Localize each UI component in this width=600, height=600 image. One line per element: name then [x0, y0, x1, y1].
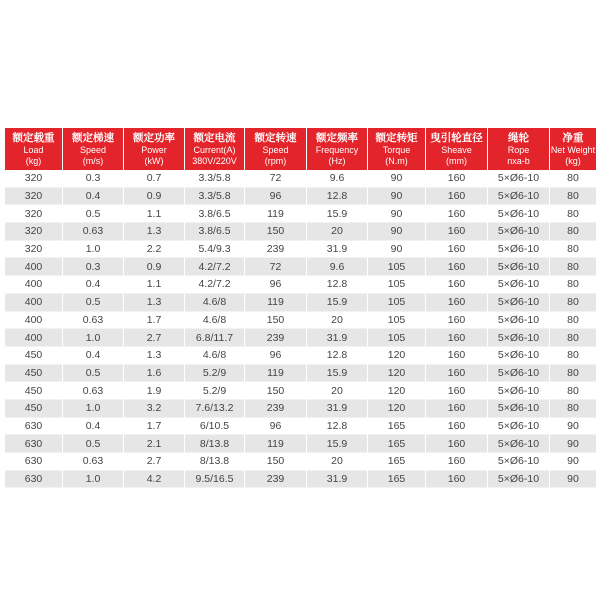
table-row	[5, 346, 597, 364]
table-cell: 5×Ø6-10	[488, 417, 550, 435]
table-cell: 1.3	[124, 346, 185, 364]
column-header-zh: 额定梯速	[72, 131, 114, 144]
table-cell: 160	[426, 311, 488, 329]
table-cell: 160	[426, 453, 488, 471]
table-cell: 0.63	[63, 311, 124, 329]
column-header-zh: 净重	[562, 131, 584, 144]
table-cell: 4.6/8	[185, 346, 245, 364]
table-cell: 119	[245, 435, 307, 453]
table-cell: 2.1	[124, 435, 185, 453]
table-cell: 8/13.8	[185, 453, 245, 471]
table-cell: 160	[426, 240, 488, 258]
column-header-zh: 额定转速	[254, 131, 297, 144]
table-cell: 630	[5, 435, 63, 453]
table-cell: 150	[245, 223, 307, 241]
column-header-en: Current(A)	[193, 144, 236, 155]
table-cell: 5×Ø6-10	[488, 187, 550, 205]
table-cell: 1.6	[124, 364, 185, 382]
table-cell: 1.3	[124, 293, 185, 311]
table-cell: 80	[550, 329, 597, 347]
table-cell: 450	[5, 399, 63, 417]
column-header-en: Net Weight	[550, 144, 596, 155]
table-row	[5, 435, 597, 453]
table-cell: 90	[368, 240, 426, 258]
table-cell: 5×Ø6-10	[488, 311, 550, 329]
table-cell: 3.2	[124, 399, 185, 417]
column-header-en: (kW)	[144, 155, 164, 166]
table-cell: 15.9	[307, 435, 368, 453]
table-row	[5, 311, 597, 329]
table-cell: 1.3	[124, 223, 185, 241]
table-cell: 90	[550, 417, 597, 435]
table-cell: 72	[245, 258, 307, 276]
table-cell: 165	[368, 470, 426, 488]
column-header-en: Speed	[262, 144, 289, 155]
table-cell: 150	[245, 311, 307, 329]
column-header-en: Speed	[79, 144, 107, 155]
table-cell: 5×Ø6-10	[488, 382, 550, 400]
table-cell: 5×Ø6-10	[488, 399, 550, 417]
table-cell: 5×Ø6-10	[488, 170, 550, 187]
table-cell: 5×Ø6-10	[488, 293, 550, 311]
column-header-en: 380V/220V	[192, 155, 237, 166]
table-cell: 0.5	[63, 293, 124, 311]
column-header	[63, 128, 124, 170]
table-cell: 160	[426, 258, 488, 276]
table-cell: 5×Ø6-10	[488, 435, 550, 453]
table-cell: 450	[5, 364, 63, 382]
table-cell: 105	[368, 276, 426, 294]
table-cell: 160	[426, 170, 488, 187]
table-cell: 1.7	[124, 417, 185, 435]
column-header-en: (m/s)	[82, 155, 104, 166]
table-cell: 80	[550, 346, 597, 364]
table-cell: 12.8	[307, 346, 368, 364]
table-cell: 0.4	[63, 187, 124, 205]
table-cell: 2.7	[124, 329, 185, 347]
table-cell: 1.0	[63, 329, 124, 347]
table-row	[5, 170, 597, 187]
table-cell: 0.3	[63, 170, 124, 187]
table-cell: 105	[368, 258, 426, 276]
column-header-en: Sheave	[441, 144, 472, 155]
table-cell: 5×Ø6-10	[488, 364, 550, 382]
column-header-en: (mm)	[446, 155, 467, 166]
column-header-zh: 额定转矩	[375, 131, 418, 144]
table-cell: 5×Ø6-10	[488, 470, 550, 488]
table-cell: 5×Ø6-10	[488, 240, 550, 258]
table-cell: 0.63	[63, 453, 124, 471]
table-cell: 3.8/6.5	[185, 223, 245, 241]
table-cell: 9.5/16.5	[185, 470, 245, 488]
table-cell: 160	[426, 187, 488, 205]
column-header-zh: 额定频率	[316, 131, 358, 144]
table-cell: 400	[5, 329, 63, 347]
column-header-en: nxa-b	[507, 155, 530, 166]
table-cell: 0.9	[124, 258, 185, 276]
table-cell: 4.2	[124, 470, 185, 488]
column-header-zh: 曳引轮直径	[430, 131, 483, 144]
column-header-zh: 绳轮	[508, 131, 529, 144]
table-cell: 80	[550, 187, 597, 205]
table-cell: 0.9	[124, 187, 185, 205]
table-cell: 0.63	[63, 223, 124, 241]
table-cell: 90	[550, 453, 597, 471]
table-row	[5, 470, 597, 488]
column-header	[550, 128, 597, 170]
table-cell: 1.9	[124, 382, 185, 400]
table-cell: 5×Ø6-10	[488, 223, 550, 241]
table-body	[5, 170, 597, 488]
column-header-en: (Hz)	[328, 155, 346, 166]
table-cell: 1.0	[63, 470, 124, 488]
table-row	[5, 240, 597, 258]
table-cell: 450	[5, 346, 63, 364]
column-header-en: (rpm)	[264, 155, 287, 166]
table-cell: 120	[368, 364, 426, 382]
column-header	[488, 128, 550, 170]
table-cell: 400	[5, 293, 63, 311]
table-cell: 1.7	[124, 311, 185, 329]
column-header	[5, 128, 63, 170]
table-cell: 5×Ø6-10	[488, 453, 550, 471]
table-cell: 160	[426, 293, 488, 311]
table-cell: 5×Ø6-10	[488, 276, 550, 294]
table-cell: 150	[245, 382, 307, 400]
column-header-en: Rope	[507, 144, 530, 155]
table-cell: 3.3/5.8	[185, 170, 245, 187]
table-row	[5, 364, 597, 382]
table-cell: 80	[550, 311, 597, 329]
table-cell: 450	[5, 382, 63, 400]
table-cell: 80	[550, 399, 597, 417]
table-cell: 0.3	[63, 258, 124, 276]
table-cell: 1.0	[63, 399, 124, 417]
table-cell: 80	[550, 223, 597, 241]
table-cell: 2.7	[124, 453, 185, 471]
table-row	[5, 276, 597, 294]
table-cell: 320	[5, 187, 63, 205]
column-header	[307, 128, 368, 170]
table-cell: 630	[5, 453, 63, 471]
table-cell: 119	[245, 364, 307, 382]
table-cell: 239	[245, 470, 307, 488]
table-cell: 5.4/9.3	[185, 240, 245, 258]
table-cell: 160	[426, 364, 488, 382]
table-cell: 0.5	[63, 435, 124, 453]
table-cell: 320	[5, 223, 63, 241]
table-cell: 630	[5, 470, 63, 488]
table-cell: 8/13.8	[185, 435, 245, 453]
table-cell: 165	[368, 435, 426, 453]
table-cell: 80	[550, 364, 597, 382]
table-cell: 90	[550, 470, 597, 488]
table-cell: 3.3/5.8	[185, 187, 245, 205]
table-row	[5, 417, 597, 435]
table-cell: 160	[426, 329, 488, 347]
table-cell: 150	[245, 453, 307, 471]
table-cell: 5.2/9	[185, 364, 245, 382]
table-row	[5, 329, 597, 347]
table-cell: 160	[426, 417, 488, 435]
table-cell: 31.9	[307, 399, 368, 417]
table-cell: 20	[307, 311, 368, 329]
column-header-en: Frequency	[315, 144, 359, 155]
table-row	[5, 382, 597, 400]
table-cell: 31.9	[307, 240, 368, 258]
table-cell: 4.6/8	[185, 293, 245, 311]
table-cell: 90	[368, 170, 426, 187]
column-header-zh: 额定功率	[133, 131, 175, 144]
table-cell: 0.4	[63, 276, 124, 294]
table-cell: 160	[426, 382, 488, 400]
table-row	[5, 205, 597, 223]
table-cell: 160	[426, 470, 488, 488]
table-cell: 3.8/6.5	[185, 205, 245, 223]
table-cell: 80	[550, 276, 597, 294]
table-cell: 5×Ø6-10	[488, 205, 550, 223]
table-cell: 4.2/7.2	[185, 258, 245, 276]
column-header-en: Torque	[382, 144, 411, 155]
table-cell: 15.9	[307, 293, 368, 311]
table-cell: 80	[550, 240, 597, 258]
table-cell: 9.6	[307, 170, 368, 187]
column-header-en: Power	[141, 144, 167, 155]
table-cell: 0.5	[63, 364, 124, 382]
table-cell: 96	[245, 346, 307, 364]
table-cell: 90	[550, 435, 597, 453]
table-cell: 20	[307, 453, 368, 471]
table-cell: 160	[426, 399, 488, 417]
spec-table-container	[0, 128, 600, 488]
table-cell: 72	[245, 170, 307, 187]
table-cell: 160	[426, 205, 488, 223]
table-row	[5, 223, 597, 241]
table-cell: 239	[245, 240, 307, 258]
table-cell: 80	[550, 258, 597, 276]
table-cell: 1.0	[63, 240, 124, 258]
header-row	[5, 128, 597, 170]
table-cell: 0.63	[63, 382, 124, 400]
table-cell: 105	[368, 293, 426, 311]
table-cell: 6/10.5	[185, 417, 245, 435]
table-cell: 165	[368, 453, 426, 471]
table-row	[5, 453, 597, 471]
spec-table	[4, 128, 597, 488]
table-cell: 6.8/11.7	[185, 329, 245, 347]
table-cell: 630	[5, 417, 63, 435]
table-cell: 4.2/7.2	[185, 276, 245, 294]
column-header-en: (N.m)	[385, 155, 408, 166]
table-cell: 105	[368, 329, 426, 347]
column-header	[124, 128, 185, 170]
table-cell: 160	[426, 223, 488, 241]
table-cell: 31.9	[307, 470, 368, 488]
table-cell: 239	[245, 399, 307, 417]
table-cell: 160	[426, 435, 488, 453]
table-cell: 96	[245, 417, 307, 435]
column-header	[185, 128, 245, 170]
table-cell: 165	[368, 417, 426, 435]
table-cell: 119	[245, 205, 307, 223]
table-cell: 120	[368, 382, 426, 400]
column-header-zh: 额定电流	[193, 131, 236, 144]
table-cell: 120	[368, 399, 426, 417]
table-row	[5, 399, 597, 417]
table-row	[5, 187, 597, 205]
table-cell: 239	[245, 329, 307, 347]
table-cell: 31.9	[307, 329, 368, 347]
table-cell: 15.9	[307, 205, 368, 223]
table-cell: 400	[5, 311, 63, 329]
table-cell: 80	[550, 293, 597, 311]
table-cell: 20	[307, 382, 368, 400]
table-row	[5, 258, 597, 276]
table-cell: 0.4	[63, 417, 124, 435]
table-cell: 1.1	[124, 276, 185, 294]
table-cell: 15.9	[307, 364, 368, 382]
table-cell: 2.2	[124, 240, 185, 258]
column-header-en: Load	[23, 144, 44, 155]
column-header	[426, 128, 488, 170]
table-cell: 320	[5, 170, 63, 187]
table-cell: 0.4	[63, 346, 124, 364]
table-cell: 400	[5, 276, 63, 294]
table-cell: 4.6/8	[185, 311, 245, 329]
table-cell: 90	[368, 223, 426, 241]
table-cell: 400	[5, 258, 63, 276]
table-cell: 12.8	[307, 187, 368, 205]
table-cell: 12.8	[307, 276, 368, 294]
table-cell: 1.1	[124, 205, 185, 223]
table-row	[5, 293, 597, 311]
table-cell: 5.2/9	[185, 382, 245, 400]
column-header-en: (kg)	[25, 155, 42, 166]
table-cell: 20	[307, 223, 368, 241]
table-cell: 90	[368, 187, 426, 205]
column-header-zh: 额定载重	[12, 131, 55, 144]
table-cell: 0.5	[63, 205, 124, 223]
table-cell: 12.8	[307, 417, 368, 435]
table-header	[5, 128, 597, 170]
table-cell: 80	[550, 382, 597, 400]
table-cell: 0.7	[124, 170, 185, 187]
table-cell: 320	[5, 240, 63, 258]
table-cell: 5×Ø6-10	[488, 329, 550, 347]
table-cell: 90	[368, 205, 426, 223]
table-cell: 160	[426, 346, 488, 364]
table-cell: 5×Ø6-10	[488, 346, 550, 364]
table-cell: 80	[550, 205, 597, 223]
table-cell: 105	[368, 311, 426, 329]
table-cell: 120	[368, 346, 426, 364]
table-cell: 7.6/13.2	[185, 399, 245, 417]
table-cell: 5×Ø6-10	[488, 258, 550, 276]
column-header-en: (kg)	[565, 155, 581, 166]
table-cell: 320	[5, 205, 63, 223]
table-cell: 160	[426, 276, 488, 294]
column-header	[245, 128, 307, 170]
table-cell: 96	[245, 187, 307, 205]
table-cell: 80	[550, 170, 597, 187]
table-cell: 9.6	[307, 258, 368, 276]
table-cell: 96	[245, 276, 307, 294]
table-cell: 119	[245, 293, 307, 311]
column-header	[368, 128, 426, 170]
